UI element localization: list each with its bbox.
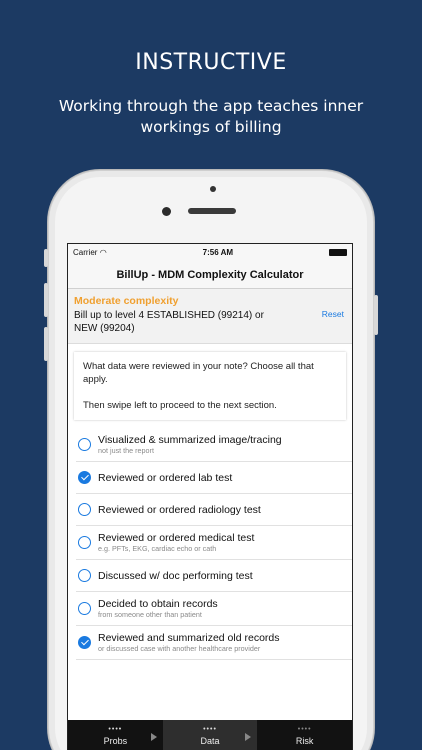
- power-button: [374, 295, 378, 335]
- question-instruction: Then swipe left to proceed to the next section.: [83, 400, 277, 411]
- reset-button[interactable]: Reset: [321, 309, 344, 319]
- arrow-right-icon: [245, 733, 251, 741]
- data-options-list: [68, 428, 352, 660]
- list-item-label: Reviewed and summarized old records: [98, 632, 280, 644]
- list-item[interactable]: [76, 560, 352, 592]
- battery-icon: [329, 249, 347, 256]
- carrier-label: [73, 248, 107, 257]
- section-tab-bar: [68, 720, 352, 750]
- list-item-text: [98, 632, 280, 653]
- list-item-text: [98, 598, 218, 619]
- billing-recommendation: Bill up to level 4 ESTABLISHED (99214) or NEW (99204): [74, 310, 264, 334]
- volume-down-button: [44, 327, 48, 361]
- app-screen: [67, 243, 353, 750]
- page-dots-icon: ••••: [203, 725, 217, 733]
- tab-risk[interactable]: [257, 720, 352, 750]
- status-time: 7:56 AM: [202, 248, 234, 257]
- earpiece-speaker: [188, 208, 236, 214]
- arrow-right-icon: [151, 733, 157, 741]
- front-camera: [162, 207, 171, 216]
- status-bar: [68, 244, 352, 261]
- list-item[interactable]: [76, 626, 352, 660]
- complexity-level: Moderate complexity: [74, 295, 179, 307]
- list-item-sublabel: from someone other than patient: [98, 610, 202, 619]
- page-dots-icon: ••••: [297, 725, 312, 733]
- list-item-label: Reviewed or ordered lab test: [98, 471, 233, 484]
- list-item-text: [98, 570, 253, 582]
- nav-title: BillUp - MDM Complexity Calculator: [68, 261, 352, 289]
- promo-subheadline: Working through the app teaches inner workings of billing: [58, 97, 364, 136]
- list-item[interactable]: [76, 526, 352, 560]
- tab-data[interactable]: [163, 720, 258, 750]
- complexity-summary: [68, 289, 352, 344]
- mute-switch: [44, 249, 48, 267]
- tab-label: Risk: [295, 735, 314, 746]
- list-item-label: Reviewed or ordered radiology test: [98, 503, 261, 516]
- list-item[interactable]: [76, 462, 352, 494]
- empty-circle-icon[interactable]: [78, 569, 91, 582]
- list-item-text: [98, 504, 261, 516]
- carrier-text: Carrier: [73, 248, 98, 257]
- checked-circle-icon[interactable]: [78, 471, 91, 484]
- wifi-icon: ◠: [99, 248, 107, 257]
- list-item-text: [98, 472, 232, 484]
- tab-label: Data: [200, 735, 220, 746]
- empty-circle-icon[interactable]: [78, 503, 91, 516]
- list-item[interactable]: [76, 592, 352, 626]
- page-dots-icon: ••••: [108, 725, 123, 733]
- list-item-text: [98, 532, 254, 553]
- promo-headline: INSTRUCTIVE: [135, 50, 287, 75]
- empty-circle-icon[interactable]: [78, 536, 91, 549]
- sensor-dot: [210, 186, 216, 192]
- phone-frame: [48, 170, 374, 750]
- question-prompt: What data were reviewed in your note? Choose all that apply.: [83, 361, 314, 385]
- list-item-label: Discussed w/ doc performing test: [98, 569, 253, 582]
- list-item-label: Reviewed or ordered medical test: [98, 532, 255, 544]
- volume-up-button: [44, 283, 48, 317]
- list-item[interactable]: [76, 494, 352, 526]
- empty-circle-icon[interactable]: [78, 602, 91, 615]
- question-card: [74, 352, 346, 420]
- empty-circle-icon[interactable]: [78, 438, 91, 451]
- list-item-sublabel: or discussed case with another healthcare provider: [98, 644, 261, 653]
- list-item-label: Decided to obtain records: [98, 598, 218, 610]
- list-item-label: Visualized & summarized image/tracing: [98, 434, 282, 446]
- list-item-sublabel: e.g. PFTs, EKG, cardiac echo or cath: [98, 544, 217, 553]
- checked-circle-icon[interactable]: [78, 636, 91, 649]
- list-item[interactable]: [76, 428, 352, 462]
- tab-label: Probs: [103, 735, 128, 746]
- list-item-sublabel: not just the report: [98, 446, 154, 455]
- tab-probs[interactable]: [68, 720, 163, 750]
- list-item-text: [98, 434, 282, 455]
